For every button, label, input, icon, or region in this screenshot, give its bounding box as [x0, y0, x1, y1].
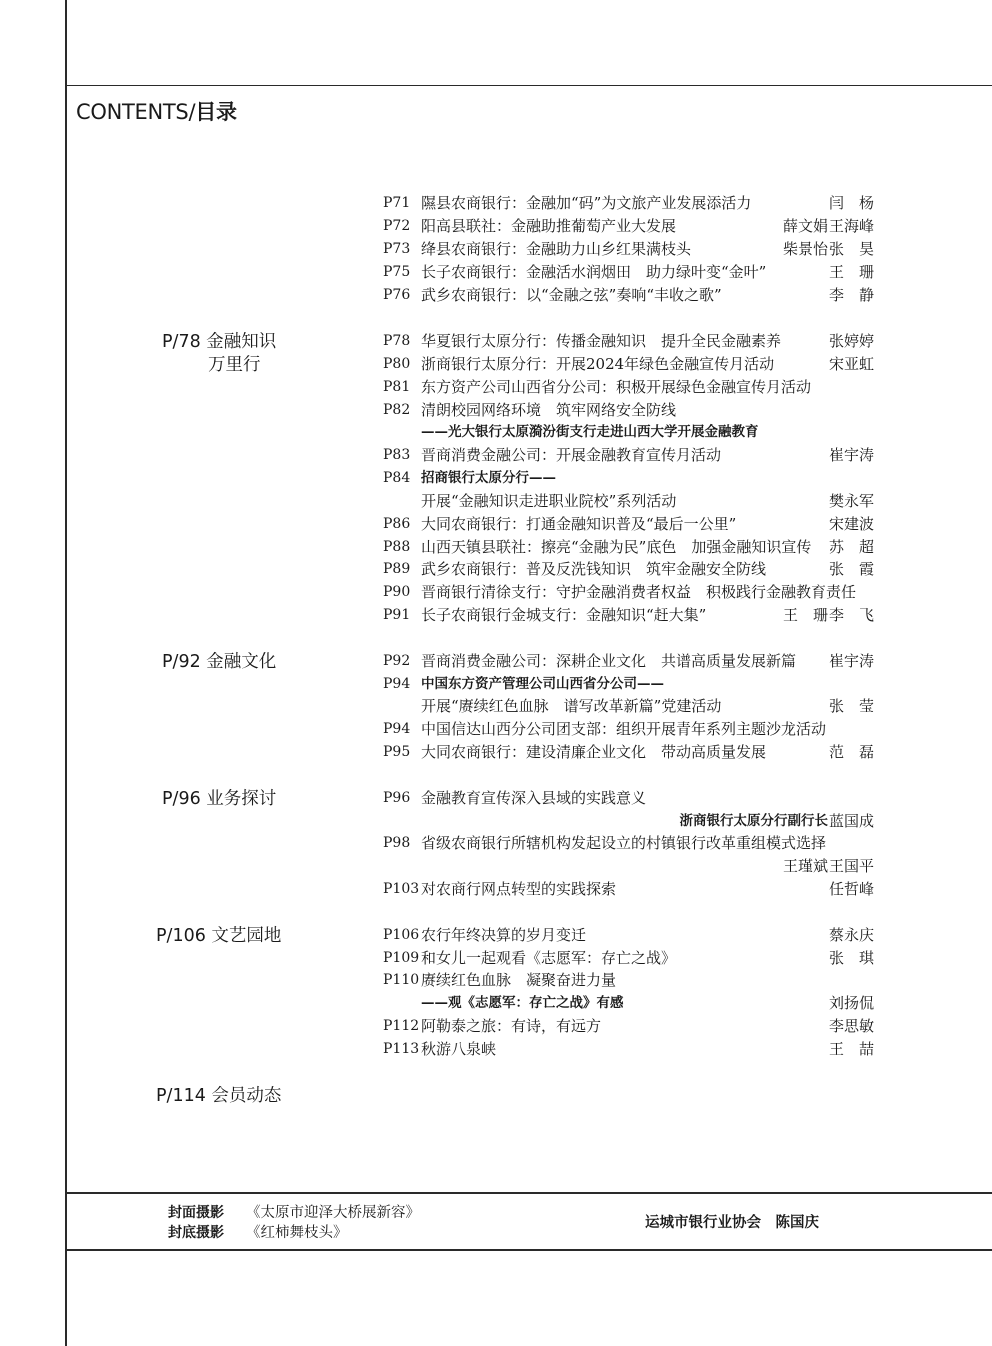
toc-author-secondary: 王瑾斌	[782, 857, 828, 875]
toc-page: P71	[383, 195, 411, 211]
toc-title: 山西天镇县联社：擦亮“金融为民”底色 加强金融知识宣传	[421, 538, 812, 556]
toc-title: 大同农商银行：打通金融知识普及“最后一公里”	[421, 515, 737, 533]
toc-title: 晋商银行清徐支行：守护金融消费者权益 积极践行金融教育责任	[421, 583, 857, 601]
toc-page: P88	[383, 539, 411, 555]
toc-subtitle: 开展“金融知识走进职业院校”系列活动	[421, 492, 677, 510]
toc-title: 武乡农商银行：以“金融之弦”奏响“丰收之歌”	[421, 286, 722, 304]
toc-author: 崔宇涛	[828, 446, 874, 464]
title-cn: 目录	[195, 100, 237, 124]
toc-subtitle: ——观《志愿军：存亡之战》有感	[421, 995, 624, 1011]
toc-page: P72	[383, 218, 411, 234]
cover-photo-title: 《太原市迎泽大桥展新容》	[246, 1205, 420, 1221]
toc-title: 对农商行网点转型的实践探索	[421, 880, 617, 898]
toc-title: 秋游八泉峡	[421, 1040, 497, 1058]
toc-page: P80	[383, 356, 411, 372]
toc-subtitle: ——光大银行太原漪汾街支行走进山西大学开展金融教育	[421, 424, 759, 440]
toc-page: P94	[383, 721, 411, 737]
back-photo-label: 封底摄影	[168, 1225, 224, 1241]
toc-page: P103	[383, 881, 420, 897]
toc-title: 招商银行太原分行——	[421, 470, 556, 486]
toc-page: P90	[383, 584, 411, 600]
section-heading-member-news: P/114 会员动态	[156, 1086, 282, 1106]
toc-author: 宋建波	[828, 515, 874, 533]
photo-credit: 运城市银行业协会 陈国庆	[645, 1214, 819, 1231]
left-vertical-rule	[65, 0, 67, 1346]
footer-bottom-rule	[66, 1249, 992, 1251]
title-en: CONTENTS/	[76, 100, 196, 124]
toc-author: 宋亚虹	[828, 355, 874, 373]
footer-top-rule	[66, 1192, 992, 1194]
section-heading-finance-knowledge: P/78 金融知识	[162, 332, 277, 352]
toc-page: P106	[383, 927, 420, 943]
toc-page: P82	[383, 402, 411, 418]
toc-author-position: 浙商银行太原分行副行长	[679, 813, 828, 829]
toc-author: 张婷婷	[828, 332, 874, 350]
toc-author-secondary: 薛文娟	[782, 217, 828, 235]
toc-title: 晋商消费金融公司：开展金融教育宣传月活动	[421, 446, 722, 464]
toc-page: P81	[383, 379, 411, 395]
page-title	[76, 96, 237, 126]
toc-page: P91	[383, 607, 411, 623]
section-heading-literature: P/106 文艺园地	[156, 926, 282, 946]
toc-author: 范 磊	[828, 743, 874, 761]
toc-author: 李思敏	[828, 1017, 874, 1035]
toc-title: 农行年终决算的岁月变迁	[421, 926, 587, 944]
toc-author: 张 莹	[828, 697, 874, 715]
toc-page: P78	[383, 333, 411, 349]
toc-page: P84	[383, 470, 411, 486]
toc-author: 樊永军	[828, 492, 874, 510]
toc-title: 中国东方资产管理公司山西省分公司——	[421, 676, 664, 692]
toc-author-secondary: 柴景怡	[782, 240, 828, 258]
toc-page: P95	[383, 744, 411, 760]
toc-page: P76	[383, 287, 411, 303]
toc-title: 东方资产公司山西省分公司：积极开展绿色金融宣传月活动	[421, 378, 812, 396]
toc-title: 赓续红色血脉 凝聚奋进力量	[421, 971, 617, 989]
toc-author: 王海峰	[828, 217, 874, 235]
toc-page: P96	[383, 790, 411, 806]
toc-author: 闫 杨	[828, 194, 874, 212]
toc-title: 晋商消费金融公司：深耕企业文化 共谱高质量发展新篇	[421, 652, 797, 670]
toc-page: P75	[383, 264, 411, 280]
toc-author: 刘扬侃	[828, 994, 874, 1012]
toc-page: P109	[383, 950, 420, 966]
toc-title: 和女儿一起观看《志愿军：存亡之战》	[421, 949, 677, 967]
toc-author: 苏 超	[828, 538, 874, 556]
section-heading-business-discussion: P/96 业务探讨	[162, 789, 277, 809]
toc-title: 金融教育宣传深入县域的实践意义	[421, 789, 647, 807]
toc-title: 武乡农商银行：普及反洗钱知识 筑牢金融安全防线	[421, 560, 767, 578]
toc-title: 长子农商银行：金融活水润烟田 助力绿叶变“金叶”	[421, 263, 767, 281]
toc-page: P112	[383, 1018, 420, 1034]
top-rule	[66, 85, 992, 86]
toc-title: 长子农商银行金城支行：金融知识“赶大集”	[421, 606, 707, 624]
toc-title: 隰县农商银行：金融加“码”为文旅产业发展添活力	[421, 194, 752, 212]
toc-author: 李 静	[828, 286, 874, 304]
toc-title: 清朗校园网络环境 筑牢网络安全防线	[421, 401, 677, 419]
toc-page: P113	[383, 1041, 420, 1057]
toc-author: 张 琪	[828, 949, 874, 967]
toc-page: P92	[383, 653, 411, 669]
toc-page: P94	[383, 676, 411, 692]
toc-author: 王 珊	[828, 263, 874, 281]
toc-page: P98	[383, 835, 411, 851]
toc-title: 省级农商银行所辖机构发起设立的村镇银行改革重组模式选择	[421, 834, 827, 852]
toc-subtitle: 开展“赓续红色血脉 谱写改革新篇”党建活动	[421, 697, 722, 715]
toc-author: 张 霞	[828, 560, 874, 578]
toc-author: 张 昊	[828, 240, 874, 258]
toc-page: P73	[383, 241, 411, 257]
toc-title: 浙商银行太原分行：开展2024年绿色金融宣传月活动	[421, 355, 775, 373]
toc-title: 大同农商银行：建设清廉企业文化 带动高质量发展	[421, 743, 767, 761]
toc-author: 李 飞	[828, 606, 874, 624]
toc-author: 蔡永庆	[828, 926, 874, 944]
cover-photo-label: 封面摄影	[168, 1205, 224, 1221]
toc-title: 阿勒泰之旅：有诗，有远方	[421, 1017, 602, 1035]
toc-page: P110	[383, 972, 420, 988]
toc-author: 蓝国成	[828, 812, 874, 830]
toc-title: 绛县农商银行：金融助力山乡红果满枝头	[421, 240, 692, 258]
toc-author-secondary: 王 珊	[782, 606, 828, 624]
back-photo-title: 《红柿舞枝头》	[246, 1225, 348, 1241]
toc-page: P86	[383, 516, 411, 532]
toc-page: P83	[383, 447, 411, 463]
toc-title: 阳高县联社：金融助推葡萄产业大发展	[421, 217, 677, 235]
section-heading-finance-culture: P/92 金融文化	[162, 652, 277, 672]
section-heading-finance-knowledge-line2: 万里行	[208, 355, 261, 375]
toc-author: 任哲峰	[828, 880, 874, 898]
toc-author: 王 喆	[828, 1040, 874, 1058]
toc-author: 王国平	[828, 857, 874, 875]
toc-title: 华夏银行太原分行：传播金融知识 提升全民金融素养	[421, 332, 782, 350]
toc-author: 崔宇涛	[828, 652, 874, 670]
toc-title: 中国信达山西分公司团支部：组织开展青年系列主题沙龙活动	[421, 720, 827, 738]
toc-page: P89	[383, 561, 411, 577]
